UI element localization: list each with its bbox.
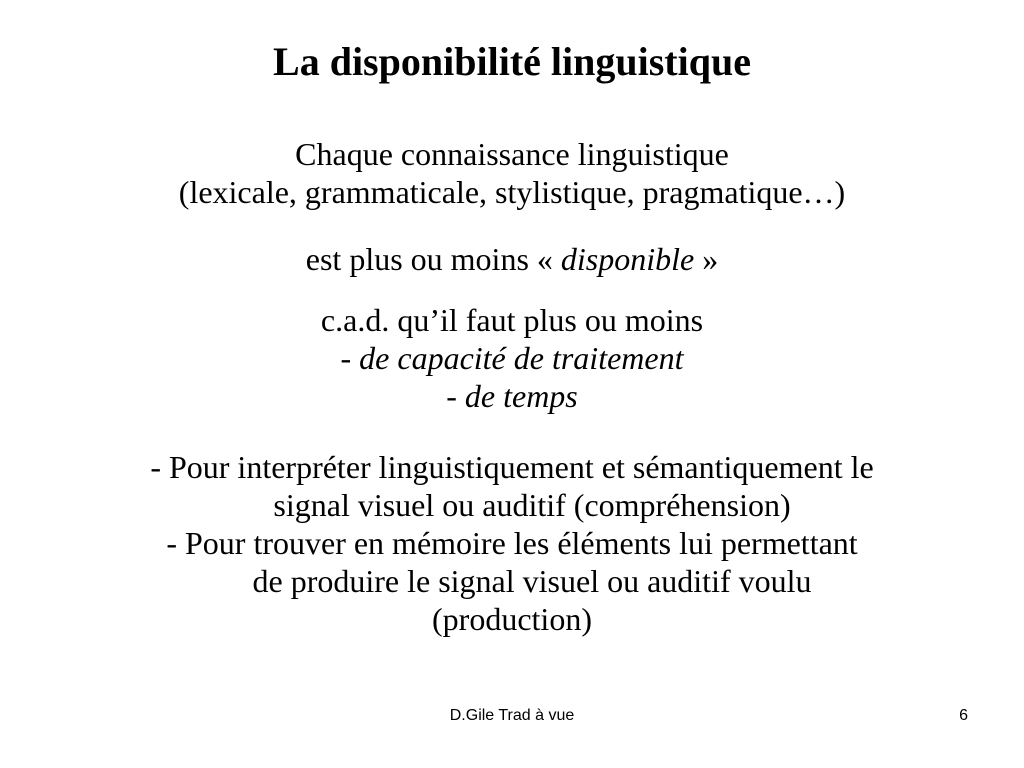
need-time — [40, 377, 984, 415]
need-dash: - — [340, 340, 360, 376]
slide-number: 6 — [959, 707, 968, 724]
purpose-comprehension-line-1: - Pour interpréter linguistiquement et sémantiquement le — [150, 449, 874, 485]
need-time-text: de temps — [464, 378, 578, 414]
purpose-production-line-2: de produire le signal visuel ou auditif voulu — [252, 563, 812, 599]
availability-line — [40, 240, 984, 278]
availability-term: disponible — [560, 241, 695, 277]
purpose-production-line-3: (production) — [432, 601, 592, 637]
availability-prefix: est plus ou moins « — [305, 241, 561, 277]
intro-line-1: Chaque connaissance linguistique — [295, 136, 729, 172]
footer-credit: D.Gile Trad à vue — [449, 707, 575, 724]
intro-paragraph — [40, 135, 984, 211]
need-dash: - — [446, 378, 465, 414]
requirements-paragraph — [40, 301, 984, 415]
purpose-comprehension-line-2: signal visuel ou auditif (compréhension) — [273, 487, 791, 523]
need-processing-capacity — [40, 339, 984, 377]
need-processing-capacity-text: de capacité de traitement — [359, 340, 684, 376]
availability-suffix: » — [694, 241, 719, 277]
intro-line-2: (lexicale, grammaticale, stylistique, pragmatique…) — [178, 174, 846, 210]
purpose-production-line-1: - Pour trouver en mémoire les éléments lui permettant — [166, 525, 858, 561]
slide-title: La disponibilité linguistique — [273, 39, 751, 84]
purposes-paragraph — [40, 448, 984, 638]
cad-line: c.a.d. qu’il faut plus ou moins — [320, 302, 704, 338]
availability-paragraph — [40, 240, 984, 278]
